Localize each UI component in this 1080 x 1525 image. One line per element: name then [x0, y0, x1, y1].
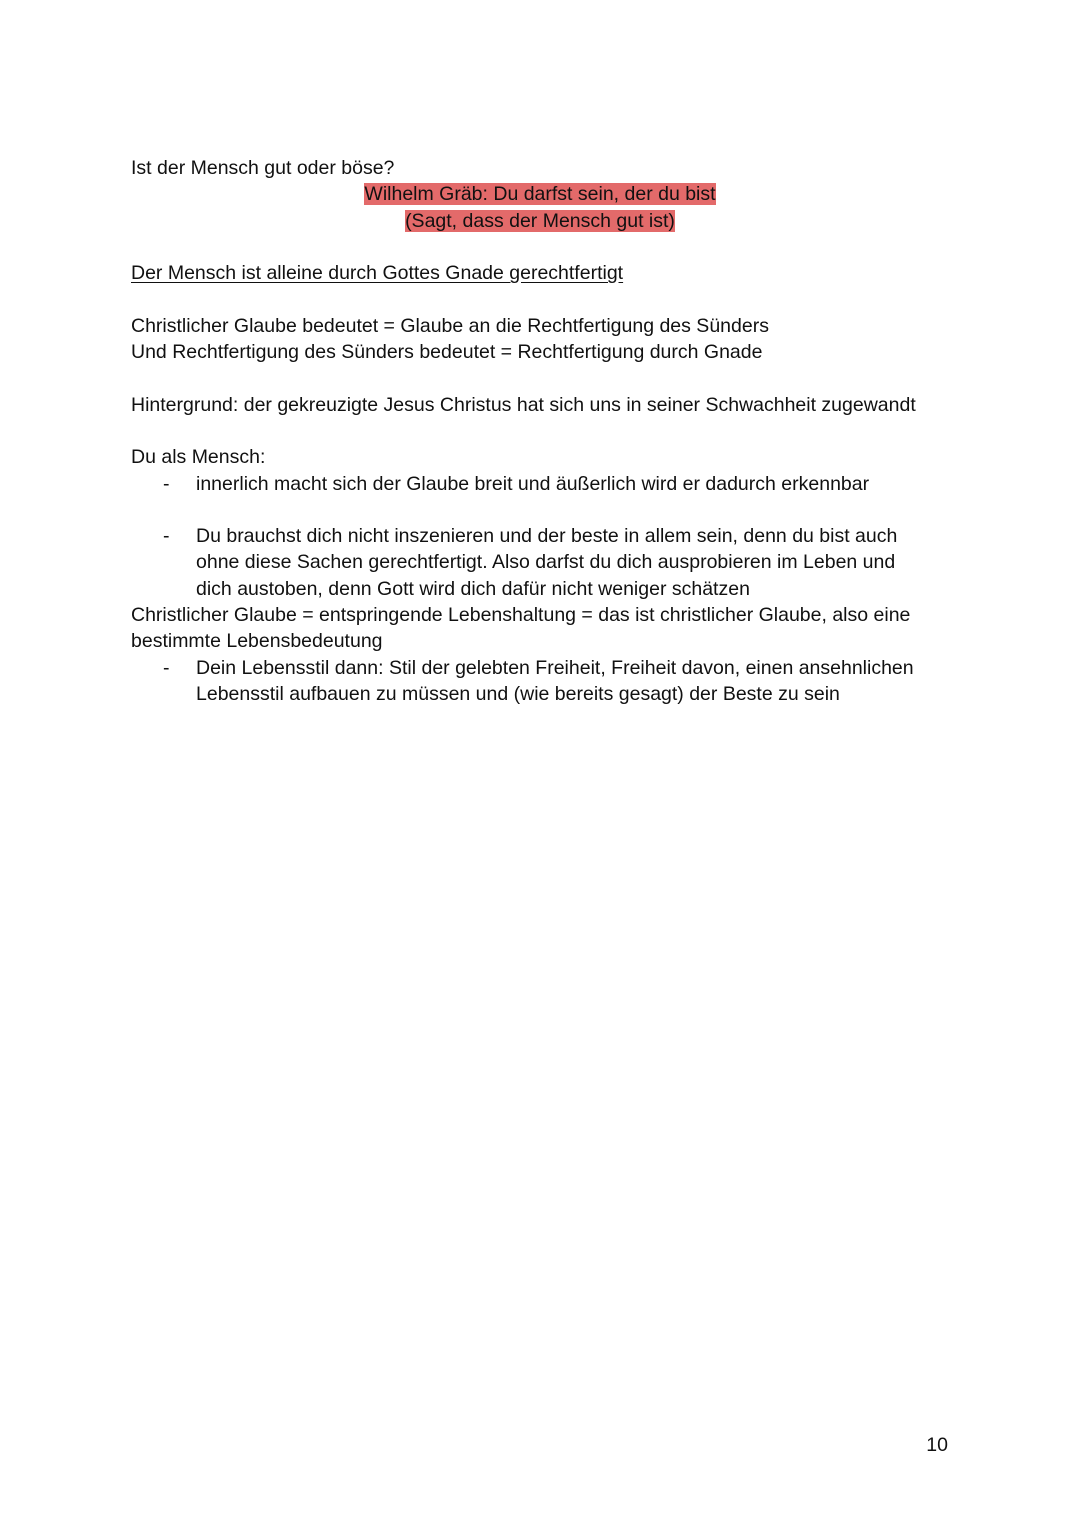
section-heading: Der Mensch ist alleine durch Gottes Gnade gerechtfertigt [131, 262, 624, 285]
summary-paragraph: Christlicher Glaube = entspringende Lebenshaltung = das ist christlicher Glaube, also eine bestimmte Lebensbedeutung [131, 604, 911, 653]
bullet-item [131, 523, 951, 602]
quote-title-line [131, 181, 949, 207]
bullet-item [131, 655, 951, 708]
quote-note: (Sagt, dass der Mensch gut ist) [405, 209, 675, 232]
document-body [131, 155, 951, 707]
spacer [131, 286, 951, 312]
question-line: Ist der Mensch gut oder böse? [131, 157, 395, 179]
definition-line: Christlicher Glaube bedeutet = Glaube an die Rechtfertigung des Sünders [131, 314, 769, 337]
page-number: 10 [926, 1434, 948, 1456]
quote-title: Wilhelm Gräb: Du darfst sein, der du bist [364, 183, 716, 206]
bullet-item [131, 471, 951, 497]
spacer [131, 234, 951, 260]
bullet-text: innerlich macht sich der Glaube breit und äußerlich wird er dadurch erkennbar [196, 472, 870, 495]
background-line: Hintergrund: der gekreuzigte Jesus Christus hat sich uns in seiner Schwachheit zugewandt [131, 393, 916, 416]
bullet-dash: - [163, 656, 170, 679]
bullet-dash: - [163, 472, 170, 495]
quote-note-line [131, 208, 949, 234]
bullet-text: Dein Lebensstil dann: Stil der gelebten Freiheit, Freiheit davon, einen ansehnlichen Lebensstil aufbauen zu müssen und (wie bereits gesagt) der Beste zu sein [196, 656, 914, 705]
spacer [131, 418, 951, 444]
spacer [131, 365, 951, 391]
du-als-mensch-label: Du als Mensch: [131, 446, 266, 469]
spacer [131, 497, 951, 523]
definition-line: Und Rechtfertigung des Sünders bedeutet = Rechtfertigung durch Gnade [131, 341, 763, 364]
bullet-text: Du brauchst dich nicht inszenieren und der beste in allem sein, denn du bist auch ohne diese Sachen gerechtfertigt. Also darfst du dich ausprobieren im Leben und dich austoben, denn Gott wird dich dafür nicht weniger schätzen [196, 525, 898, 600]
bullet-dash: - [163, 525, 170, 548]
